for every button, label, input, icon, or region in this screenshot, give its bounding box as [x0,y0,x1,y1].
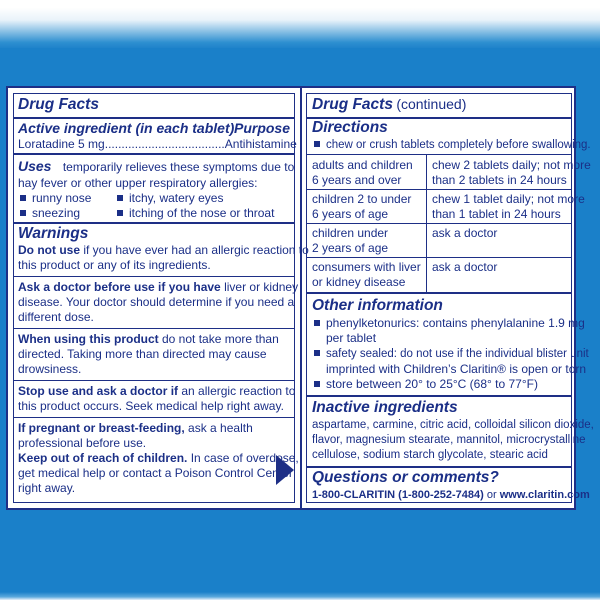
table-row: adults and children 6 years and over chew 2 tablets daily; not more than 2 tablets in 24 hours [306,155,572,190]
inactive-line-2: flavor, magnesium stearate, mannitol, microcrystalline [312,434,586,446]
warnings-heading: Warnings [18,225,89,242]
active-ingredient-row [18,137,296,151]
active-ingredient-heading: Active ingredient (in each tablet) [18,120,235,136]
other-info-rule [306,395,572,397]
uses-heading: Uses [18,158,52,174]
questions-contact: 1-800-CLARITIN (1-800-252-7484) or www.claritin.com [312,489,590,501]
keep-out-line-1: Keep out of reach of children. In case of overdose, [18,451,299,465]
when-using-line-2: directed. Taking more than directed may cause [18,347,267,361]
purpose-value: Antihistamine [224,137,297,151]
bullet-icon [314,381,320,387]
active-ingredient-name: Loratadine 5 mg [18,137,105,151]
bullet-icon [20,210,26,216]
questions-heading: Questions or comments? [312,469,499,486]
directions-intro: chew or crush tablets completely before swallowing. [314,138,570,152]
top-stripe [0,0,600,50]
inactive-rule [306,466,572,468]
uses-item-runny-nose: runny nose [20,191,296,205]
uses-item-itching-nose: itching of the nose or throat [117,206,296,220]
other-info-item-2-line-1: safety sealed: do not use if the individual blister unit [314,347,570,361]
uses-text-2: hay fever or other upper respiratory allergies: [18,176,258,190]
bullet-icon [314,320,320,326]
when-using-line-1: When using this product do not take more than [18,332,279,346]
bullet-icon [314,350,320,356]
continued-title: Drug Facts (continued) [312,96,467,113]
bullet-icon [314,141,320,147]
phone-number: 1-800-CLARITIN (1-800-252-7484) [312,489,484,501]
ask-doctor-line-1: Ask a doctor before use if you have liver or kidney [18,280,299,294]
uses-text-1: temporarily relieves these symptoms due to [62,160,295,174]
table-row: children under 2 years of age ask a doctor [306,223,572,258]
stop-use-line-1: Stop use and ask a doctor if an allergic reaction to [18,384,296,398]
other-info-heading: Other information [312,297,443,314]
title-rule [13,117,295,119]
inactive-line-1: aspartame, carmine, citric acid, colloidal silicon dioxide, [312,419,594,431]
stop-use-line-2: this product occurs. Seek medical help right away. [18,399,284,413]
other-info-item-1-line-2: per tablet [326,331,377,345]
inactive-line-3: cellulose, sodium starch glycolate, stearic acid [312,449,548,461]
uses-rule [13,222,295,224]
other-info-item-1-line-1: phenylketonurics: contains phenylalanine 1.9 mg [314,316,570,330]
continue-arrow-icon [276,455,294,485]
bullet-icon [117,195,123,201]
when-using-line-3: drowsiness. [18,362,82,376]
directions-heading: Directions [312,119,388,136]
directions-table [306,154,591,293]
inactive-heading: Inactive ingredients [312,399,458,416]
drug-facts-right-column [302,88,594,508]
website-link: www.claritin.com [499,489,590,501]
uses-item-sneezing: sneezing [20,206,296,220]
other-info-item-2-line-2: imprinted with Children’s Claritin® is open or torn [326,362,587,376]
warning-rule-3 [13,380,295,381]
bottom-stripe [0,592,600,600]
drug-facts-panel [6,86,594,510]
uses-item-itchy-eyes: itchy, watery eyes [117,191,296,205]
ask-doctor-line-3: different dose. [18,310,94,324]
bullet-icon [20,195,26,201]
purpose-heading: Purpose [233,120,290,136]
drug-facts-left-column [8,88,309,508]
dot-leader: .................................... [104,137,225,151]
active-rule [13,153,295,155]
directions-rule [306,292,572,294]
keep-out-line-3: right away. [18,481,76,495]
bullet-icon [117,210,123,216]
warning-rule-1 [13,276,295,277]
pregnant-line-1: If pregnant or breast-feeding, ask a health [18,421,253,435]
keep-out-line-2: get medical help or contact a Poison Control Center [18,466,293,480]
warning-rule-2 [13,328,295,329]
do-not-use-line-1: Do not use if you have ever had an allergic reaction to [18,243,309,257]
pregnant-line-2: professional before use. [18,436,147,450]
do-not-use-line-2: this product or any of its ingredients. [18,258,211,272]
uses-line-1 [18,158,296,174]
warning-rule-4 [13,417,295,418]
table-row: consumers with liver or kidney disease ask a doctor [312,260,498,289]
ask-doctor-line-2: disease. Your doctor should determine if you need a [18,295,295,309]
table-row: children 2 to under 6 years of age chew 1 tablet daily; not more than 1 tablet in 24 hours [306,189,572,224]
drug-facts-title: Drug Facts [18,96,99,113]
other-info-item-3: store between 20° to 25°C (68° to 77°F) [314,377,570,391]
